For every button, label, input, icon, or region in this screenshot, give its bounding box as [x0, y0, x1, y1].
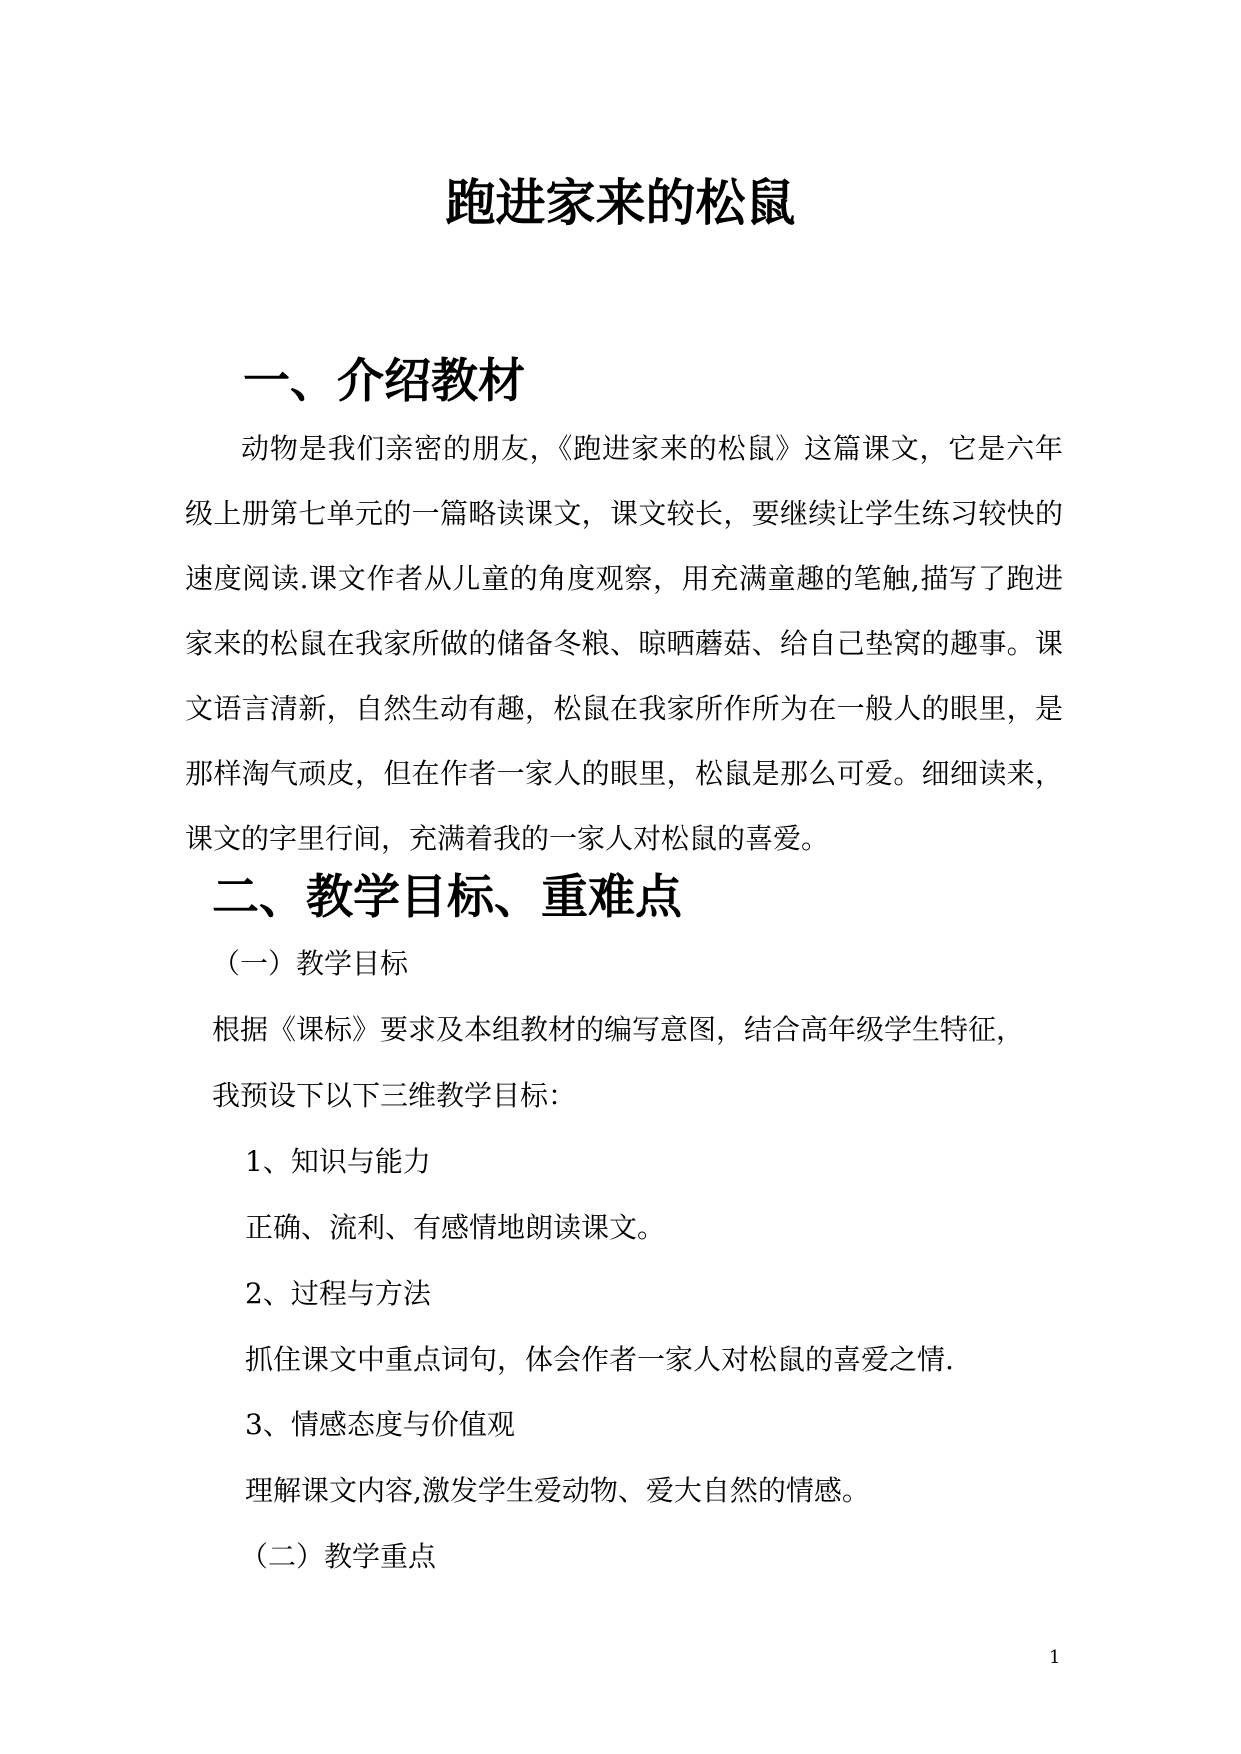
document-title: 跑进家来的松鼠	[445, 173, 796, 232]
goal-3-text: 理解课文内容,激发学生爱动物、爱大自然的情感。	[245, 1474, 870, 1507]
goals-intro-line-1: 根据《课标》要求及本组教材的编写意图，结合高年级学生特征，	[212, 1013, 1025, 1046]
goal-1-text: 正确、流利、有感情地朗读课文。	[245, 1211, 666, 1244]
goal-2-text: 抓住课文中重点词句，体会作者一家人对松鼠的喜爱之情.	[245, 1343, 954, 1376]
page-number: 1	[1049, 1647, 1061, 1668]
goal-3-title: 3、情感态度与价值观	[245, 1408, 515, 1441]
goal-1-title: 1、知识与能力	[245, 1145, 431, 1178]
intro-paragraph: 动物是我们亲密的朋友，《跑进家来的松鼠》这篇课文，它是六年级上册第七单元的一篇略读课文，课文较长，要继续让学生练习较快的速度阅读.课文作者从儿童的角度观察，用充满童趣的笔触,描写了跑进家来的松鼠在我家所做的储备冬粮、晾晒蘑菇、给自己垫窝的趣事。课文语言清新，自然生动有趣，松鼠在我家所作所为在一般人的眼里，是那样淘气顽皮，但在作者一家人的眼里，松鼠是那么可爱。细细读来，课文的字里行间，充满着我的一家人对松鼠的喜爱。	[185, 432, 1063, 855]
goals-intro-line-2: 我预设下以下三维教学目标：	[212, 1079, 577, 1112]
goal-2-title: 2、过程与方法	[245, 1277, 431, 1310]
subheading-teaching-goals: （一）教学目标	[212, 947, 409, 980]
subheading-teaching-focus: （二）教学重点	[240, 1540, 437, 1573]
section-heading-intro: 一、介绍教材	[243, 354, 525, 409]
section-heading-goals: 二、教学目标、重难点	[212, 870, 682, 925]
